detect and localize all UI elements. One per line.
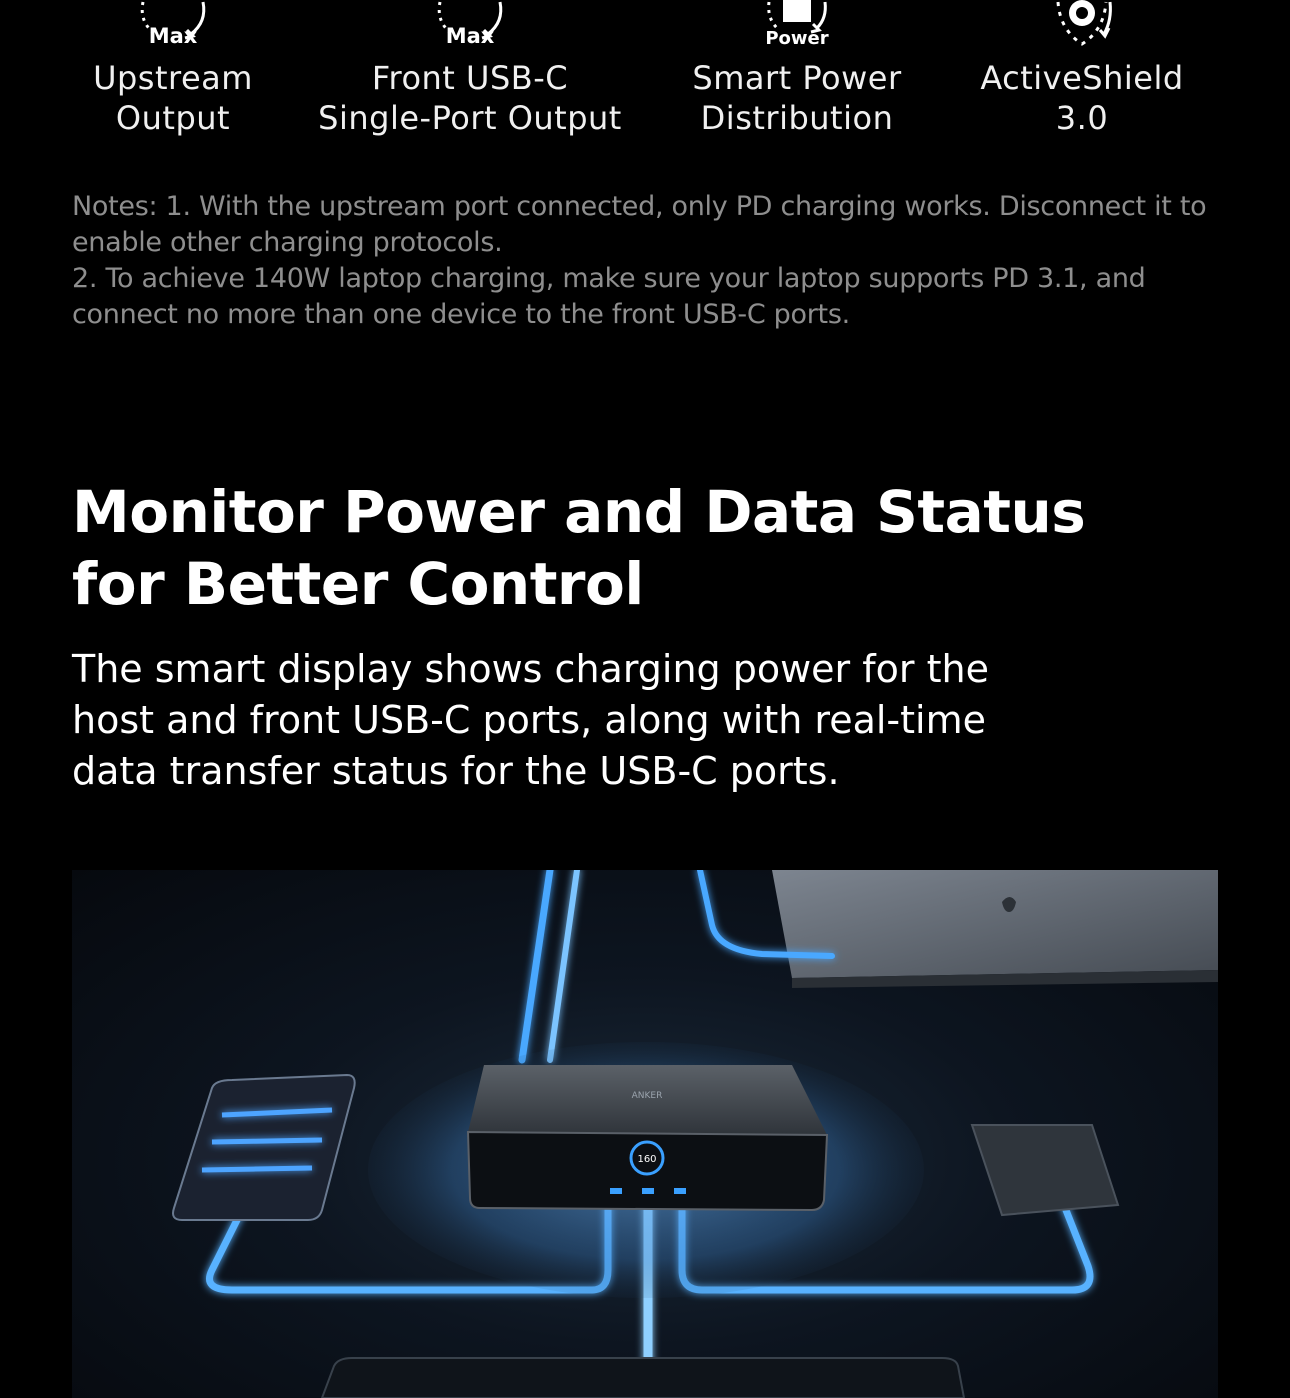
power-badge-icon [72,0,274,58]
feature-label: Smart Power Distribution [692,59,902,137]
badge-sub-label: Power [765,28,829,49]
note-2: 2. To achieve 140W laptop charging, make sure your laptop supports PD 3.1, and connect no more than one device to the front USB-C ports. [72,263,1146,330]
phone-icon [173,1075,355,1220]
laptop-icon [772,870,1218,988]
feature-strip [72,0,1218,160]
section-description: The smart display shows charging power for the host and front USB-C ports, along with real-time data transfer status for the USB-C ports. [72,647,989,793]
poweriq-badge-icon [672,0,922,58]
feature-label: Upstream Output [93,59,253,137]
feature-upstream-output [72,0,274,138]
badge-sub-label: Max [445,24,495,48]
product-hero-image [72,870,1218,1398]
section-title: Monitor Power and Data Status for Better Control [72,478,1086,618]
hub-display-reading: 160 [637,1154,657,1165]
feature-front-usbc-output [300,0,640,138]
feature-label: ActiveShield 3.0 [980,59,1184,137]
shield-badge-icon [962,0,1202,58]
charging-hub-icon [468,1065,827,1210]
notes [72,189,1222,333]
ssd-icon [972,1125,1118,1215]
power-badge-icon [300,0,640,58]
badge-sub-label: Max [148,24,198,48]
note-1: Notes: 1. With the upstream port connected, only PD charging works. Disconnect it to enable other charging protocols. [72,191,1207,258]
feature-activeshield [962,0,1202,138]
feature-label: Front USB-C Single-Port Output [318,59,622,137]
feature-smart-power [672,0,922,138]
hub-brand: ANKER [631,1091,663,1101]
